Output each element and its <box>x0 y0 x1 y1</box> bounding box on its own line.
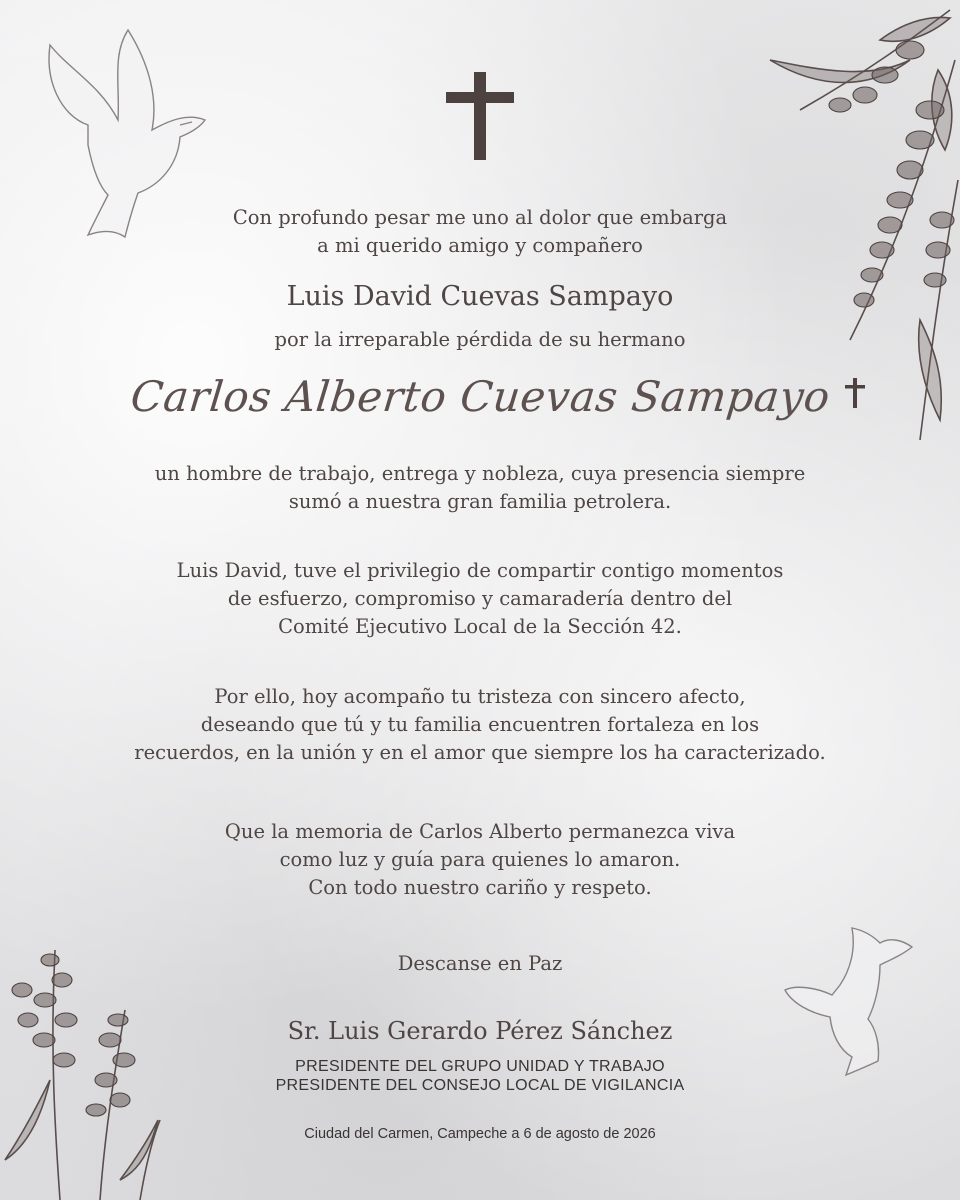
paragraph-line: sumó a nuestra gran familia petrolera. <box>288 490 672 513</box>
paragraph-line: un hombre de trabajo, entrega y nobleza, cuya presencia siempre <box>154 462 806 485</box>
signer-block <box>0 1015 960 1047</box>
loss-line: por la irreparable pérdida de su hermano <box>274 328 686 351</box>
paragraph-line: recuerdos, en la unión y en el amor que siempre los ha caracterizado. <box>134 741 826 764</box>
paragraph-line: Por ello, hoy acompaño tu tristeza con sincero afecto, <box>214 685 746 708</box>
paragraph-line: de esfuerzo, compromiso y camaradería dentro del <box>227 587 733 610</box>
small-cross-icon <box>843 378 867 408</box>
place-date-block <box>0 1125 960 1143</box>
intro-line: Con profundo pesar me uno al dolor que embarga <box>232 206 728 229</box>
place-date: Ciudad del Carmen, Campeche a 6 de agosto de 2026 <box>304 1126 656 1142</box>
loss-line-block <box>0 326 960 354</box>
paragraph-line: deseando que tú y tu familia encuentren fortaleza en los <box>200 713 760 736</box>
paragraph <box>0 683 960 767</box>
paragraph <box>0 460 960 516</box>
intro-text <box>0 204 960 260</box>
paragraph-line: Que la memoria de Carlos Alberto permanezca viva <box>224 820 736 843</box>
signer-titles <box>0 1057 960 1095</box>
rip-block <box>0 950 960 978</box>
rip-text: Descanse en Paz <box>397 952 563 975</box>
paragraph <box>0 818 960 902</box>
paragraph-line: Luis David, tuve el privilegio de compartir contigo momentos <box>176 559 784 582</box>
friend-name: Luis David Cuevas Sampayo <box>286 281 674 312</box>
cross-icon <box>446 72 514 160</box>
intro-line: a mi querido amigo y compañero <box>317 234 643 257</box>
paragraph-line: como luz y guía para quienes lo amaron. <box>279 848 681 871</box>
signer-name: Sr. Luis Gerardo Pérez Sánchez <box>287 1017 673 1045</box>
deceased-name: Carlos Alberto Cuevas Sampayo <box>128 372 832 421</box>
friend-name-block <box>0 279 960 315</box>
signer-title: PRESIDENTE DEL CONSEJO LOCAL DE VIGILANCIA <box>275 1077 685 1094</box>
signer-title: PRESIDENTE DEL GRUPO UNIDAD Y TRABAJO <box>295 1058 665 1075</box>
paragraph <box>0 557 960 641</box>
paragraph-line: Con todo nuestro cariño y respeto. <box>308 876 652 899</box>
paragraph-line: Comité Ejecutivo Local de la Sección 42. <box>278 615 682 638</box>
deceased-name-block <box>0 372 960 421</box>
